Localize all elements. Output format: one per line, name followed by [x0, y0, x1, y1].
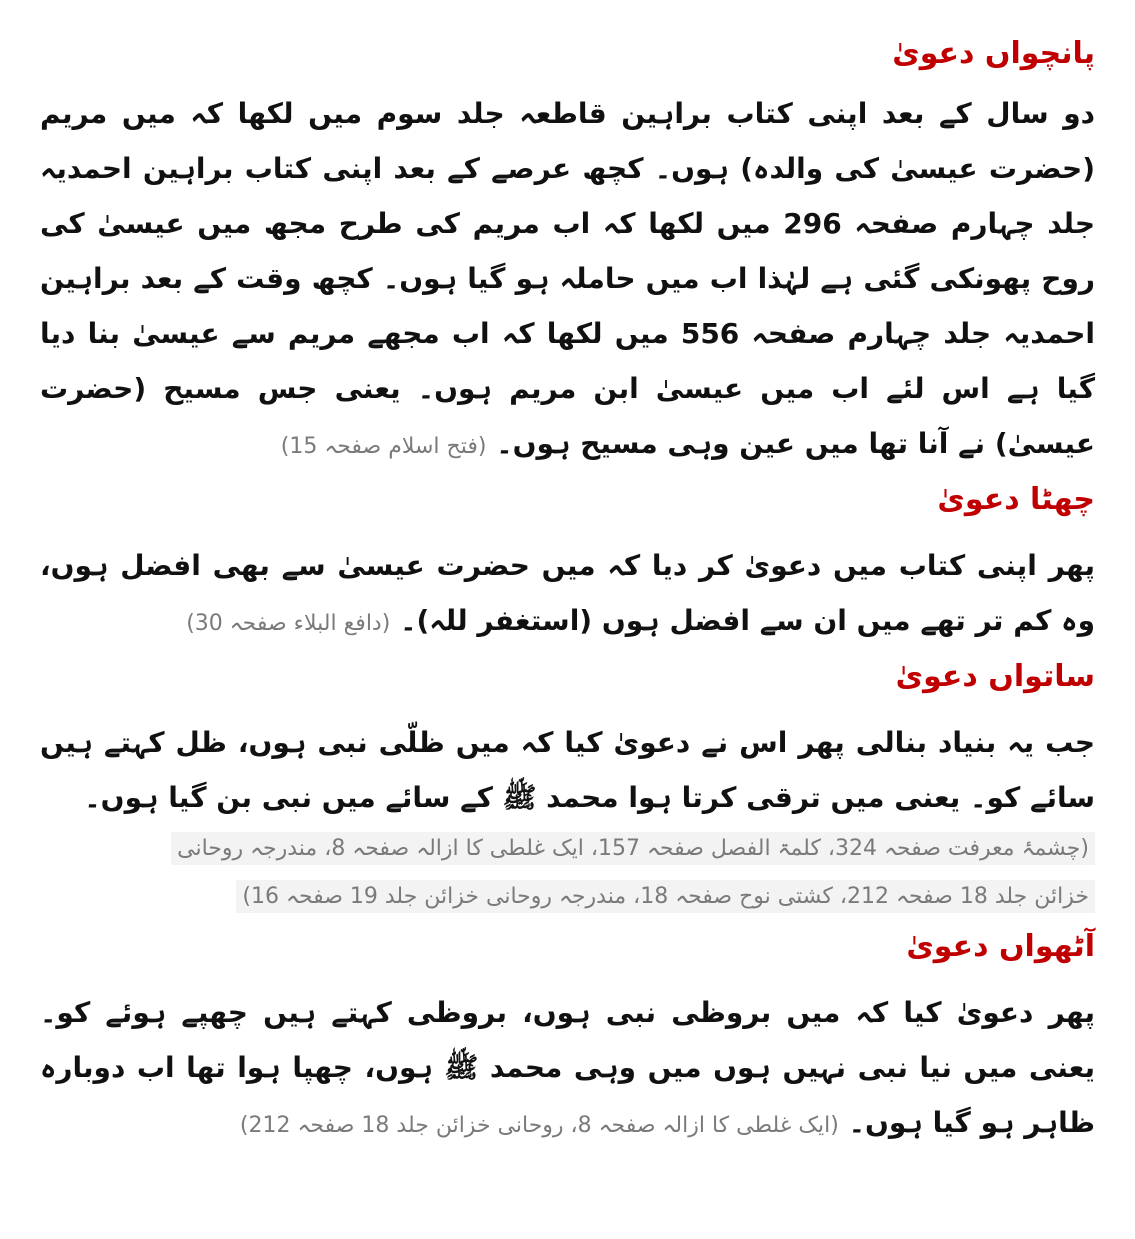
body-text: جب یہ بنیاد بنالی پھر اس نے دعویٰ کیا کہ میں ظلّی نبی ہوں، ظل کہتے ہیں سائے کو۔ یعنی میں ترقی کرتا ہوا محمد ﷺ کے سائے میں نبی بن گیا ہوں۔: [40, 726, 1095, 814]
reference-citation: (فتح اسلام صفحہ 15): [280, 434, 487, 459]
section-heading-sixth-claim: چھٹا دعویٰ: [937, 482, 1095, 517]
reference-citation: (چشمۂ معرفت صفحہ 324، کلمۃ الفصل صفحہ 157، ایک غلطی کا ازالہ صفحہ 8، مندرجہ روحانی: [171, 832, 1095, 865]
section-heading-fifth-claim: پانچواں دعویٰ: [892, 36, 1095, 71]
section-body-sixth-claim: [40, 538, 1095, 651]
reference-citation: (ایک غلطی کا ازالہ صفحہ 8، روحانی خزائن جلد 18 صفحہ 212): [239, 1113, 839, 1138]
reference-citation: (دافع البلاء صفحہ 30): [186, 611, 391, 636]
section-body-seventh-claim: [40, 715, 1095, 825]
section-heading-seventh-claim: ساتواں دعویٰ: [895, 659, 1095, 694]
reference-citation-line-1: [40, 825, 1095, 873]
body-text: پھر دعویٰ کیا کہ میں بروظی نبی ہوں، بروظی کہتے ہیں چھپے ہوئے کو۔ یعنی میں نیا نبی نہیں ہوں میں وہی محمد ﷺ ہوں، چھپا ہوا تھا اب دوبارہ ظاہر ہو گیا ہوں۔: [40, 996, 1095, 1139]
section-heading-eighth-claim: آٹھواں دعویٰ: [906, 929, 1095, 964]
section-body-eighth-claim: [40, 985, 1095, 1153]
body-text: دو سال کے بعد اپنی کتاب براہین قاطعہ جلد سوم میں لکھا کہ میں مریم (حضرت عیسیٰ کی والدہ) ہوں۔ کچھ عرصے کے بعد اپنی کتاب براہین احمدیہ جلد چہارم صفحہ 296 میں لکھا کہ اب مریم کی طرح مجھ میں عیسیٰ کی روح پھونکی گئی ہے لہٰذا اب میں حاملہ ہو گیا ہوں۔ کچھ وقت کے بعد براہین احمدیہ جلد چہارم صفحہ 556 میں لکھا کہ اب مجھے مریم سے عیسیٰ بنا دیا گیا ہے اس لئے اب میں عیسیٰ ابن مریم ہوں۔ یعنی جس مسیح (حضرت عیسیٰ) نے آنا تھا میں عین وہی مسیح ہوں۔: [40, 97, 1095, 460]
section-body-fifth-claim: [40, 86, 1095, 474]
reference-citation-line-2: [40, 873, 1095, 921]
body-text: پھر اپنی کتاب میں دعویٰ کر دیا کہ میں حضرت عیسیٰ سے بھی افضل ہوں، وہ کم تر تھے میں ان سے افضل ہوں (استغفر للہ)۔: [40, 549, 1095, 637]
reference-citation: خزائن جلد 18 صفحہ 212، کشتی نوح صفحہ 18، مندرجہ روحانی خزائن جلد 19 صفحہ 16): [236, 880, 1095, 913]
